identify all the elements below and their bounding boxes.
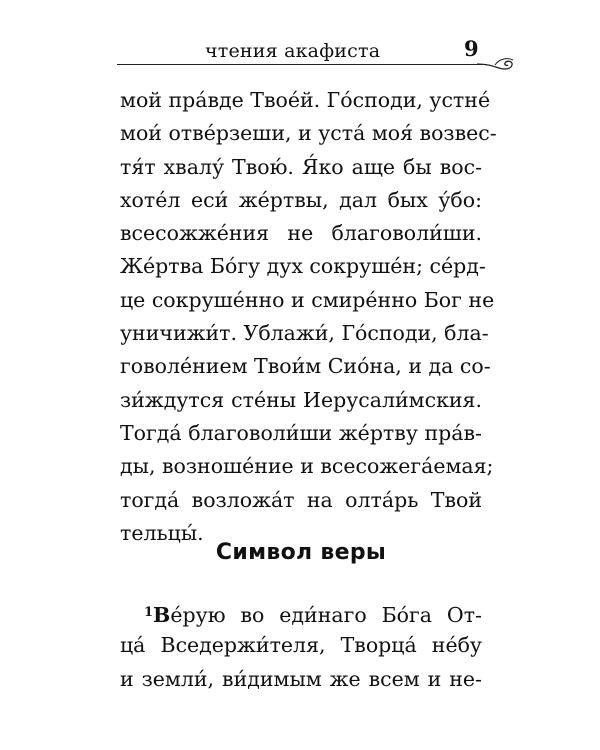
creed-first-line <box>120 596 482 629</box>
text-line: мои́ отве́рзеши, и уста́ моя́ возвес- <box>120 121 497 146</box>
header-rule <box>117 64 487 65</box>
initial-letter: В <box>153 603 171 627</box>
section-heading: Символ веры <box>215 540 387 565</box>
text-line: хоте́л еси́ же́ртвы, дал бых у́бо: <box>120 187 482 212</box>
text-line: тогда́ возложа́т на олта́рь Твой <box>120 487 482 512</box>
text-line: це сокруше́нно и смире́нно Бог не <box>120 287 495 312</box>
text-line: ца́ Вседержи́теля, Творца́ не́бу <box>120 633 482 658</box>
flourish-ornament-icon <box>477 53 517 73</box>
text-line: Тогда́ благоволи́ши же́ртву пра́в- <box>120 420 482 445</box>
running-title: чтения акафиста <box>205 40 381 62</box>
text-line: тя́т хвалу́ Твою́. Я́ко аще бы вос- <box>120 154 482 179</box>
first-line-text: е́рую во еди́наго Бо́га От- <box>170 603 482 627</box>
text-line: мой пра́вде Твое́й. Го́споди, устне́ <box>120 88 491 112</box>
verse-number: 1 <box>144 605 154 620</box>
creed-text <box>120 596 482 696</box>
running-head <box>117 36 507 72</box>
page-number: 9 <box>464 36 479 61</box>
text-line: Же́ртва Бо́гу дух сокруше́н; се́рд- <box>120 254 486 279</box>
text-line: зи́ждутся сте́ны Иерусали́мския. <box>120 387 482 412</box>
text-line: всесожже́ния не благоволи́ши. <box>120 221 482 246</box>
text-line: и земли́, ви́димым же всем и не- <box>120 666 482 691</box>
text-line: говоле́нием Твои́м Сио́на, и да со- <box>120 354 491 379</box>
text-line: ды, возноше́ние и всесожега́емая; <box>120 454 494 479</box>
psalm-text <box>120 84 497 550</box>
text-line: тельцы́. <box>120 520 204 545</box>
text-line: уничижи́т. Ублажи́, Го́споди, бла- <box>120 321 489 346</box>
